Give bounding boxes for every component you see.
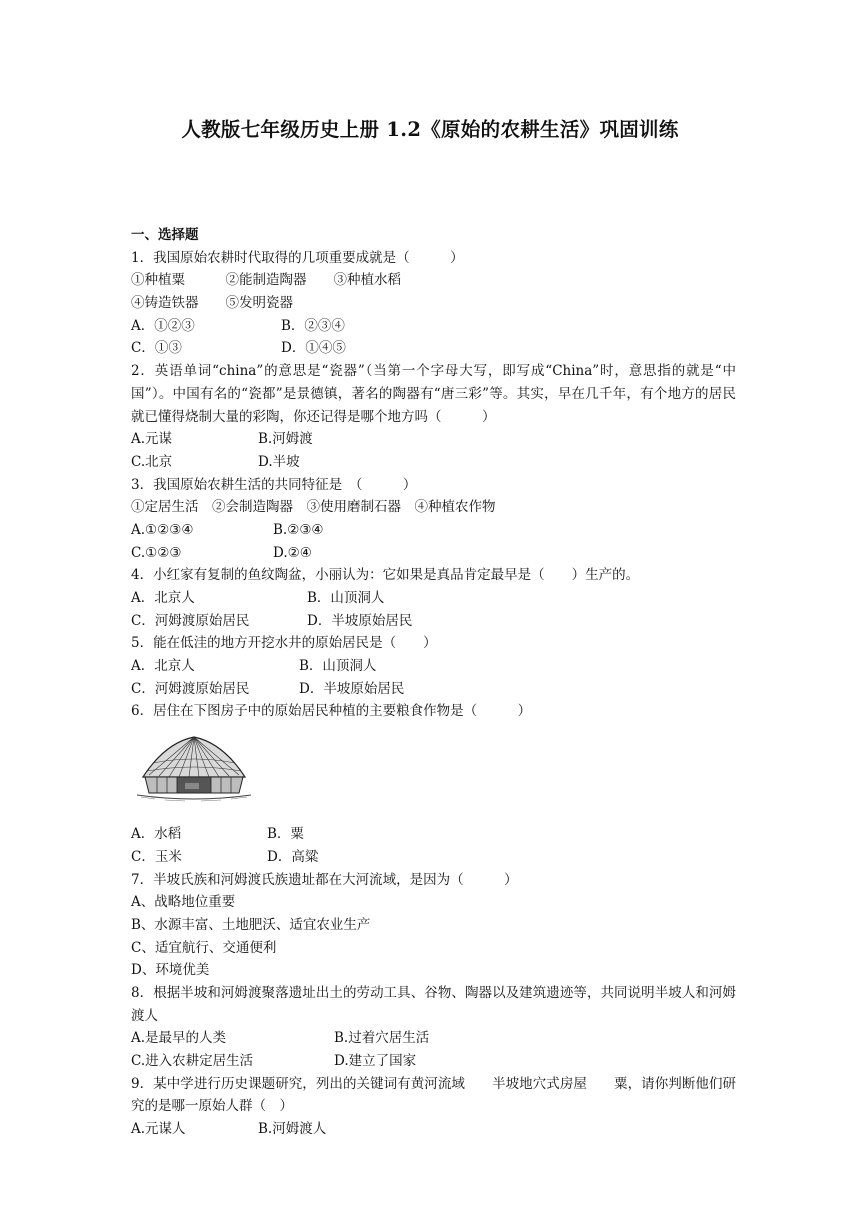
question-2 [131,360,736,473]
question-8-option-c: C.进入农耕定居生活 [131,1053,254,1070]
question-7-option-c: C、适宜航行、交通便利 [131,939,277,956]
question-7-option-b: B、水源丰富、土地肥沃、适宜农业生产 [131,916,371,933]
question-4-option-a: A．北京人 [131,590,195,607]
question-6-option-c: C．玉米 [131,848,182,865]
question-8-option-b: B.过着穴居生活 [334,1030,430,1047]
question-6-option-a: A．水稻 [131,826,182,843]
question-1-items-line1: ①种植粟 ②能制造陶器 ③种植水稻 [131,272,401,289]
question-8 [131,982,736,1073]
question-1-stem: 1．我国原始农耕时代取得的几项重要成就是（ ） [131,249,464,266]
question-3-option-d: D.②④ [273,544,312,561]
document-title: 人教版七年级历史上册 1.2《原始的农耕生活》巩固训练 [181,118,679,141]
question-6 [131,700,736,868]
question-9-option-a: A.元谋人 [131,1121,186,1138]
question-6-stem: 6．居住在下图房子中的原始居民种植的主要粮食作物是（ ） [131,703,532,720]
question-3-option-b: B.②③④ [273,521,324,538]
question-4-option-d: D．半坡原始居民 [307,612,413,629]
semi-subterranean-hut-icon [135,733,253,805]
question-5-stem: 5．能在低洼的地方开挖水井的原始居民是（ ） [131,635,437,652]
section-heading: 一、选择题 [131,227,199,243]
question-5-option-b: B．山顶洞人 [299,658,377,675]
question-3-items: ①定居生活 ②会制造陶器 ③使用磨制石器 ④种植农作物 [131,499,496,516]
question-3 [131,474,736,565]
question-2-option-b: B.河姆渡 [258,431,313,448]
question-3-option-a: A.①②③④ [131,521,194,538]
question-7-option-d: D、环境优美 [131,962,210,979]
question-2-option-d: D.半坡 [258,453,300,470]
question-9-option-b: B.河姆渡人 [258,1121,327,1138]
question-6-option-b: B．粟 [267,826,304,843]
question-1-items-line2: ④铸造铁器 ⑤发明瓷器 [131,295,293,312]
question-3-stem: 3．我国原始农耕生活的共同特征是 （ ） [131,476,417,493]
question-3-option-c: C.①②③ [131,544,182,561]
question-4-option-c: C．河姆渡原始居民 [131,612,250,629]
question-1-option-b: B．②③④ [281,317,345,334]
question-4-stem: 4．小红家有复制的鱼纹陶盆，小丽认为：它如果是真品肯定最早是（ ）生产的。 [131,567,640,584]
question-7-stem: 7．半坡氏族和河姆渡氏族遗址都在大河流域，是因为（ ） [131,871,518,888]
question-1-option-c: C．①③ [131,340,182,357]
question-7-option-a: A、战略地位重要 [131,894,236,911]
question-7 [131,869,736,982]
question-1 [131,247,736,360]
question-2-option-c: C.北京 [131,453,173,470]
question-2-option-a: A.元谋 [131,431,173,448]
question-9 [131,1073,736,1141]
question-6-option-d: D．高粱 [267,848,319,865]
question-5-option-c: C．河姆渡原始居民 [131,680,250,697]
question-2-stem: 2．英语单词“china”的意思是“瓷器”（当第一个字母大写，即写成“China”时，意思指的就是“中国”）。中国有名的“瓷都”是景德镇，著名的陶器有“唐三彩”等。其实，早在几千年，有个地方的居民就已懂得烧制大量的彩陶，你还记得是哪个地方吗（ ） [131,363,736,425]
question-4 [131,564,736,632]
hut-figure [131,723,736,823]
question-5-option-a: A．北京人 [131,658,195,675]
question-1-option-a: A．①②③ [131,317,195,334]
question-8-stem: 8．根据半坡和河姆渡聚落遗址出土的劳动工具、谷物、陶器以及建筑遗迹等，共同说明半坡人和河姆渡人 [131,984,736,1024]
question-5 [131,632,736,700]
question-8-option-d: D.建立了国家 [334,1053,417,1070]
question-9-stem: 9．某中学进行历史课题研究，列出的关键词有黄河流域 半坡地穴式房屋 粟，请你判断他们研究的是哪一原始人群（ ） [131,1075,736,1115]
question-1-option-d: D．①④⑤ [281,340,346,357]
question-8-option-a: A.是最早的人类 [131,1030,227,1047]
question-5-option-d: D．半坡原始居民 [299,680,405,697]
question-list [131,224,736,1141]
question-4-option-b: B．山顶洞人 [307,590,385,607]
